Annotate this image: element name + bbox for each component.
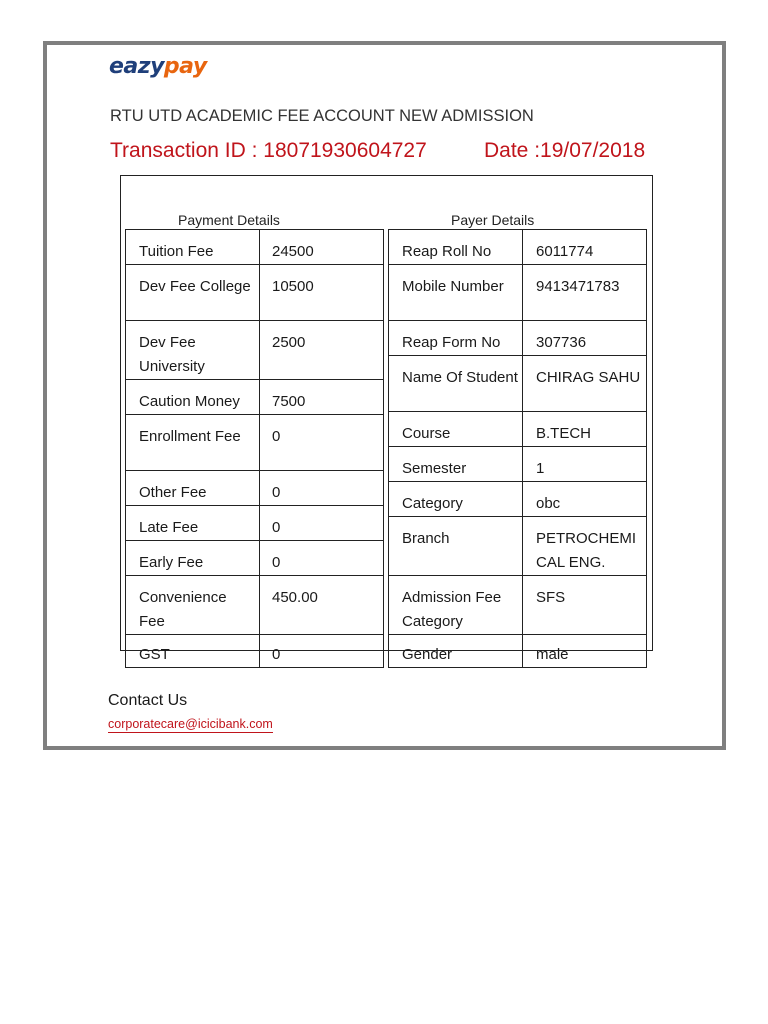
payment-label: GST (126, 635, 260, 668)
payer-value: CHIRAG SAHU (523, 356, 647, 412)
contact-us-heading: Contact Us (108, 692, 188, 709)
payer-value: 307736 (523, 321, 647, 356)
payer-value: SFS (523, 576, 647, 635)
payment-label: Dev Fee University (126, 321, 260, 380)
table-row (126, 265, 384, 321)
payer-value: B.TECH (523, 412, 647, 447)
table-row (389, 482, 647, 517)
receipt-frame (43, 41, 726, 750)
payment-label: Early Fee (126, 541, 260, 576)
table-row (126, 541, 384, 576)
payer-label: Category (389, 482, 523, 517)
table-row (126, 506, 384, 541)
payer-details-title: Payer Details (451, 212, 535, 228)
payer-value: PETROCHEMICAL ENG. (523, 517, 647, 576)
table-row (389, 321, 647, 356)
payer-label: Admission Fee Category (389, 576, 523, 635)
table-row (126, 471, 384, 506)
payment-value: 0 (260, 506, 384, 541)
payment-details-table (125, 229, 384, 668)
payment-label: Other Fee (126, 471, 260, 506)
payer-value: obc (523, 482, 647, 517)
payment-value: 0 (260, 415, 384, 471)
payment-value: 450.00 (260, 576, 384, 635)
payer-label: Semester (389, 447, 523, 482)
payer-label: Mobile Number (389, 265, 523, 321)
table-row (126, 635, 384, 668)
payer-value: 6011774 (523, 230, 647, 265)
payer-value: male (523, 635, 647, 668)
table-row (126, 321, 384, 380)
payer-label: Reap Roll No (389, 230, 523, 265)
details-box (120, 175, 653, 663)
payer-label: Reap Form No (389, 321, 523, 356)
table-row (126, 415, 384, 471)
payment-label: Caution Money (126, 380, 260, 415)
logo-part-eazy: eazy (109, 54, 164, 79)
payer-value: 1 (523, 447, 647, 482)
payment-label: Enrollment Fee (126, 415, 260, 471)
logo-part-pay: pay (163, 54, 207, 79)
table-row (389, 265, 647, 321)
transaction-line (110, 139, 646, 163)
payment-value: 24500 (260, 230, 384, 265)
table-row (126, 380, 384, 415)
table-row (389, 635, 647, 668)
payment-label: Convenience Fee (126, 576, 260, 635)
transaction-date: Date :19/07/2018 (484, 139, 646, 162)
table-row (126, 576, 384, 635)
table-row (389, 230, 647, 265)
payer-label: Gender (389, 635, 523, 668)
table-row (389, 576, 647, 635)
payment-label: Dev Fee College (126, 265, 260, 321)
payer-label: Branch (389, 517, 523, 576)
payment-value: 7500 (260, 380, 384, 415)
payer-details-table (388, 229, 647, 668)
table-row (389, 356, 647, 412)
transaction-id: Transaction ID : 18071930604727 (110, 139, 427, 162)
payment-label: Late Fee (126, 506, 260, 541)
table-row (389, 517, 647, 576)
payment-details-title: Payment Details (178, 212, 280, 228)
receipt-heading: RTU UTD ACADEMIC FEE ACCOUNT NEW ADMISSION (110, 107, 534, 125)
payment-label: Tuition Fee (126, 230, 260, 265)
payment-value: 2500 (260, 321, 384, 380)
payer-value: 9413471783 (523, 265, 647, 321)
payer-label: Name Of Student (389, 356, 523, 412)
contact-email-link[interactable]: corporatecare@icicibank.com (108, 717, 273, 731)
payment-value: 0 (260, 635, 384, 668)
table-row (126, 230, 384, 265)
payment-value: 0 (260, 471, 384, 506)
table-row (389, 412, 647, 447)
payer-label: Course (389, 412, 523, 447)
payment-value: 10500 (260, 265, 384, 321)
eazypay-logo (109, 54, 207, 79)
table-row (389, 447, 647, 482)
payment-value: 0 (260, 541, 384, 576)
